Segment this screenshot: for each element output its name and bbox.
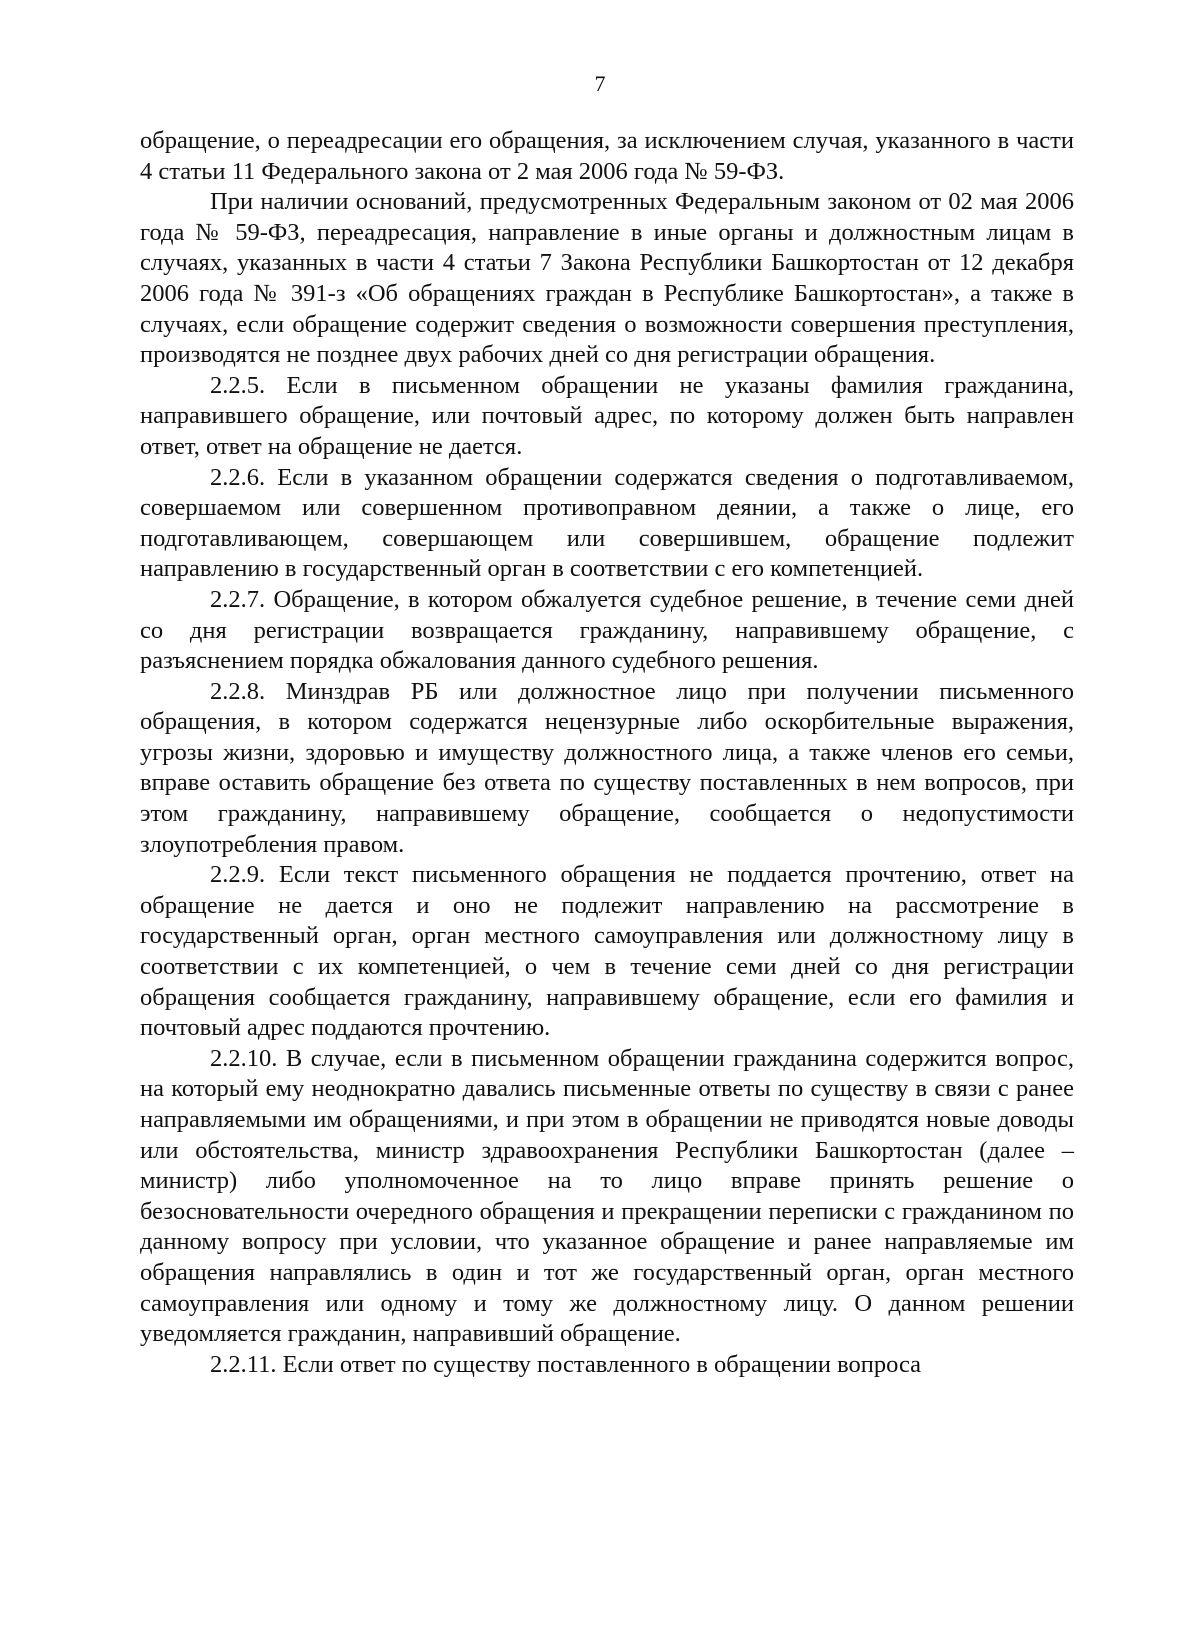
paragraph-continuation: обращение, о переадресации его обращения, за исключением случая, указанного в части 4 статьи 11 Федерального закона от 2 мая 2006 года № 59-ФЗ. <box>140 127 1074 185</box>
paragraph-2-2-8: 2.2.8. Минздрав РБ или должностное лицо при получении письменного обращения, в котором содержатся нецензурные либо оскорбительные выражения, угрозы жизни, здоровью и имуществу должностного лица, а также членов его семьи, вправе оставить обращение без ответа по существу поставленных в нем вопросов, при этом гражданину, направившему обращение, сообщается о недопустимости злоупотребления правом. <box>140 677 1074 858</box>
page-number: 7 <box>594 71 606 96</box>
paragraph-2-2-5: 2.2.5. Если в письменном обращении не указаны фамилия гражданина, направившего обращение, или почтовый адрес, по которому должен быть направлен ответ, ответ на обращение не дается. <box>140 371 1074 460</box>
paragraph-2-2-11: 2.2.11. Если ответ по существу поставленного в обращении вопроса <box>210 1350 921 1378</box>
paragraph-redirection-grounds: При наличии оснований, предусмотренных Федеральным законом от 02 мая 2006 года № 59-ФЗ, переадресация, направление в иные органы и должностным лицам в случаях, указанных в части 4 статьи 7 Закона Республики Башкортостан от 12 декабря 2006 года № 391-з «Об обращениях граждан в Республике Башкортостан», а также в случаях, если обращение содержит сведения о возможности совершения преступления, производятся не позднее двух рабочих дней со дня регистрации обращения. <box>140 188 1074 369</box>
paragraph-2-2-6: 2.2.6. Если в указанном обращении содержатся сведения о подготавливаемом, совершаемом или совершенном противоправном деянии, а также о лице, его подготавливающем, совершающем или совершившем, обращение подлежит направлению в государственный орган в соответствии с его компетенцией. <box>140 463 1074 583</box>
paragraph-2-2-7: 2.2.7. Обращение, в котором обжалуется судебное решение, в течение семи дней со дня регистрации возвращается гражданину, направившему обращение, с разъяснением порядка обжалования данного судебного решения. <box>140 585 1074 675</box>
paragraph-2-2-10: 2.2.10. В случае, если в письменном обращении гражданина содержится вопрос, на который ему неоднократно давались письменные ответы по существу в связи с ранее направляемыми им обращениями, и при этом в обращении не приводятся новые доводы или обстоятельства, министр здравоохранения Республики Башкортостан (далее – министр) либо уполномоченное на то лицо вправе принять решение о безосновательности очередного обращения и прекращении переписки с гражданином по данному вопросу при условии, что указанное обращение и ранее направляемые им обращения направлялись в один и тот же государственный орган, орган местного самоуправления или одному и тому же должностному лицу. О данном решении уведомляется гражданин, направивший обращение. <box>140 1044 1074 1348</box>
document-body <box>140 126 1074 1380</box>
paragraph-2-2-9: 2.2.9. Если текст письменного обращения не поддается прочтению, ответ на обращение не дается и оно не подлежит направлению на рассмотрение в государственный орган, орган местного самоуправления или должностному лицу в соответствии с их компетенцией, о чем в течение семи дней со дня регистрации обращения сообщается гражданину, направившему обращение, если его фамилия и почтовый адрес поддаются прочтению. <box>140 861 1074 1042</box>
